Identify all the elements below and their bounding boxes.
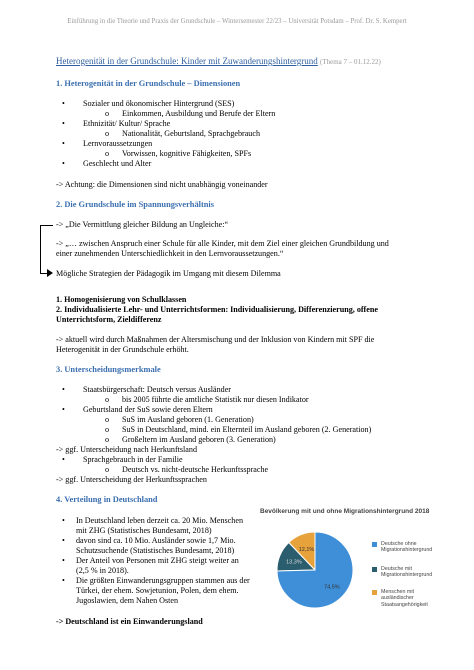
strategy-2-line-2: Unterrichtsform, Zieldifferenz [56, 315, 162, 324]
final-statement: -> Deutschland ist ein Einwanderungsland [56, 617, 203, 626]
title-meta: (Thema 7 – 01.12.22) [320, 58, 381, 66]
sub-bullet: o [105, 435, 110, 444]
page-title [56, 56, 381, 66]
list-item: SuS im Ausland geboren (1. Generation) [122, 415, 254, 424]
legend-label: Deutsche mit Migrationshintergrund [381, 566, 433, 579]
legend-item [372, 566, 452, 578]
list-item: davon sind ca. 10 Mio. Ausländer sowie 1,7 Mio. [76, 536, 236, 545]
section-1-note: -> Achtung: die Dimensionen sind nicht unabhängig voneinander [56, 180, 268, 189]
list-item: Staatsbürgerschaft: Deutsch versus Ausländer [83, 385, 231, 394]
bullet: • [62, 536, 65, 545]
bullet: • [62, 556, 65, 565]
page-header: Einführung in die Theorie und Praxis der Grundschule – Wintersemester 22/23 – Universität Potsdam – Prof. Dr. S. Kempert [67, 18, 407, 25]
pie-chart [270, 518, 360, 618]
sub-bullet: o [105, 129, 110, 138]
list-item: In Deutschland leben derzeit ca. 20 Mio. Menschen [76, 516, 243, 525]
list-item: Ethnizität/ Kultur/ Sprache [83, 119, 171, 128]
section-2-heading: 2. Die Grundschule im Spannungsverhältnis [56, 200, 215, 209]
strategies-line: Mögliche Strategien der Pädagogik im Umgang mit diesem Dilemma [56, 269, 281, 278]
list-item: Schutzsuchende (Statistisches Bundesamt, 2018) [76, 546, 235, 555]
list-item: (2,5 % in 2018). [76, 566, 129, 575]
legend-swatch [372, 542, 377, 547]
chart-title: Bevölkerung mit und ohne Migrationshintergrund 2018 [260, 508, 430, 515]
list-item: Die größten Einwanderungsgruppen stammen aus der [76, 576, 250, 585]
sub-bullet: o [105, 149, 110, 158]
pie-data-label: 13,3% [286, 559, 302, 566]
pie-data-label: 12,1% [298, 546, 315, 553]
bracket-vertical [40, 225, 41, 274]
legend-swatch [372, 590, 377, 595]
list-item: Großeltern im Ausland geboren (3. Generation) [122, 435, 276, 444]
list-item: Geschlecht und Alter [83, 159, 152, 168]
section-3-heading: 3. Unterscheidungsmerkmale [56, 365, 161, 374]
sub-bullet: o [105, 425, 110, 434]
list-item: Nationalität, Geburtsland, Sprachgebrauch [122, 129, 260, 138]
bracket-top [40, 225, 53, 226]
sub-bullet: o [105, 109, 110, 118]
sub-bullet: o [105, 415, 110, 424]
bullet: • [62, 516, 65, 525]
bullet: • [62, 139, 65, 148]
legend-swatch [372, 567, 377, 572]
quote-line: -> „Die Vermittlung gleicher Bildung an Ungleiche:“ [56, 220, 229, 229]
sub-bullet: o [105, 465, 110, 474]
list-item: Deutsch vs. nicht-deutsche Herkunftssprache [122, 465, 269, 474]
legend-item [372, 541, 452, 553]
bullet: • [62, 405, 65, 414]
section-2-note-line-2: Heterogenität in der Grundschule erhöht. [56, 345, 189, 354]
bullet: • [62, 455, 65, 464]
list-item: Jugoslawien, dem Nahen Osten [76, 596, 179, 605]
bullet: • [62, 385, 65, 394]
list-item: Der Anteil von Personen mit ZHG steigt weiter an [76, 556, 239, 565]
list-item: -> ggf. Unterscheidung der Herkunftssprachen [56, 475, 207, 484]
quote-line: -> „… zwischen Anspruch einer Schule für alle Kinder, mit dem Ziel einer gleichen Grundbildung und [56, 239, 389, 248]
legend-label: Menschen mit ausländischer Staatsangehörigkeit [381, 589, 428, 608]
legend-item [372, 589, 452, 607]
bullet: • [62, 119, 65, 128]
sub-bullet: o [105, 395, 110, 404]
list-item: SuS in Deutschland, mind. ein Elternteil im Ausland geboren (2. Generation) [122, 425, 372, 434]
arrow-head-icon [47, 269, 53, 277]
legend-label: Deutsche ohne Migrationshintergrund [381, 541, 433, 554]
list-item: bis 2005 führte die amtliche Statistik nur diesen Indikator [122, 395, 309, 404]
section-4-heading: 4. Verteilung in Deutschland [56, 495, 158, 504]
section-2-note-line-1: -> aktuell wird durch Maßnahmen der Altersmischung und der Inklusion von Kindern mit SPF die [56, 335, 375, 344]
list-item: Vorwissen, kognitive Fähigkeiten, SPFs [122, 149, 252, 158]
bullet: • [62, 159, 65, 168]
pie-data-label: 74,5% [324, 584, 340, 591]
quote-line: einer zunehmenden Unterschiedlichkeit in den Lernvoraussetzungen.“ [56, 249, 284, 258]
section-1-heading: 1. Heterogenität in der Grundschule – Dimensionen [56, 79, 241, 88]
bullet: • [62, 576, 65, 585]
list-item: Sprachgebrauch in der Familie [83, 455, 183, 464]
title-main: Heterogenität in der Grundschule: Kinder mit Zuwanderungshintergrund [56, 56, 318, 66]
strategy-1: 1. Homogenisierung von Schulklassen [56, 295, 187, 304]
list-item: mit ZHG (Statistisches Bundesamt, 2018) [76, 526, 212, 535]
list-item: -> ggf. Unterscheidung nach Herkunftsland [56, 445, 197, 454]
list-item: Sozialer und ökonomischer Hintergrund (SES) [83, 99, 235, 108]
list-item: Lernvoraussetzungen [83, 139, 153, 148]
list-item: Geburtsland der SuS sowie deren Eltern [83, 405, 213, 414]
list-item: Türkei, der ehem. Sowjetunion, Polen, dem ehem. [76, 586, 239, 595]
list-item: Einkommen, Ausbildung und Berufe der Eltern [122, 109, 276, 118]
strategy-2-line-1: 2. Individualisierte Lehr- und Unterrichtsformen: Individualisierung, Differenzierung, offene [56, 305, 378, 314]
bullet: • [62, 99, 65, 108]
